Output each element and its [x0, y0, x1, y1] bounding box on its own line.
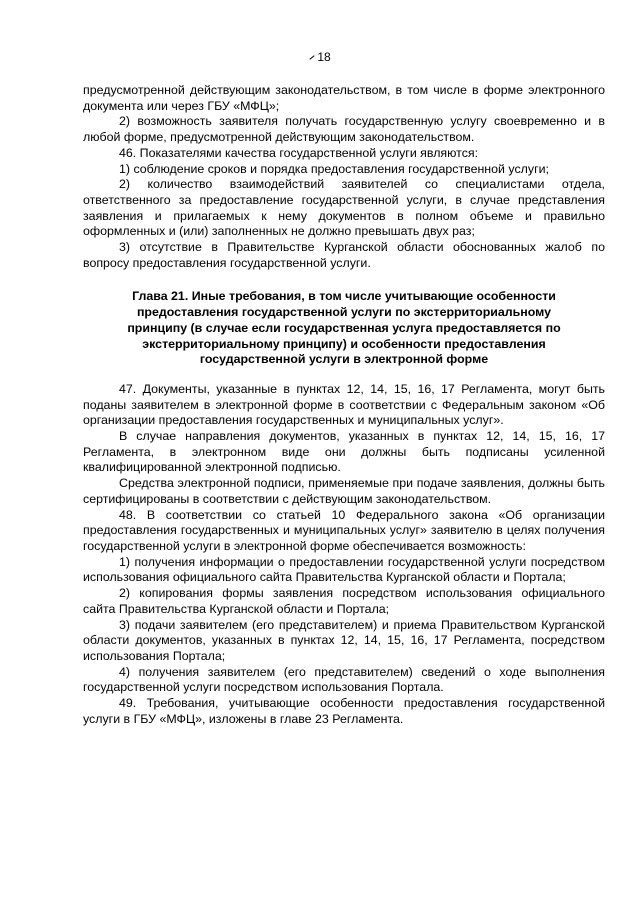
heading-line: экстерриториальному принципу) и особенности предоставления: [142, 336, 546, 351]
paragraph: 4) получения заявителем (его представителем) сведений о ходе выполнения государственной услуги посредством использования Портала.: [83, 664, 605, 695]
page-number: 18: [0, 50, 640, 64]
paragraph: 1) соблюдение сроков и порядка предоставления государственной услуги;: [119, 161, 549, 176]
chapter-heading: [83, 289, 605, 368]
paragraph: В случае направления документов, указанных в пунктах 12, 14, 15, 16, 17 Регламента, в электронном виде они должны быть подписаны усиленной квалифицированной электронной подписью.: [83, 429, 605, 475]
paragraph: 49. Требования, учитывающие особенности предоставления государственной услуги в ГБУ «МФЦ», изложены в главе 23 Регламента.: [83, 696, 605, 726]
paragraph: 46. Показателями качества государственной услуги являются:: [119, 145, 479, 160]
paragraph: 2) возможность заявителя получать государственную услугу своевременно и в любой форме, предусмотренной действующим законодательством.: [83, 114, 605, 145]
paragraph: 48. В соответствии со статьей 10 Федерального закона «Об организации предоставления государственных и муниципальных услуг» заявителю в целях получения государственной услуги в электронной форме обеспечивается возможность:: [83, 507, 605, 553]
paragraph: 1) получения информации о предоставлении государственной услуги посредством использования официального сайта Правительства Курганской области и Портала;: [83, 554, 605, 585]
paragraph: Средства электронной подписи, применяемые при подаче заявления, должны быть сертифицированы в соответствии с действующим законодательством.: [83, 476, 605, 506]
heading-line: государственной услуги в электронной форме: [199, 352, 489, 367]
page-content: [83, 83, 605, 727]
heading-line: предоставления государственной услуги по экстерриториальному: [136, 305, 552, 320]
paragraph: 47. Документы, указанные в пунктах 12, 14, 15, 16, 17 Регламента, могут быть поданы заявителем в электронной форме в соответствии с Федеральным законом «Об организации предоставления государственных и муниципальных услуг».: [83, 381, 605, 428]
paragraph: 2) копирования формы заявления посредством использования официального сайта Правительства Курганской области и Портала;: [83, 586, 605, 616]
paragraph: предусмотренной действующим законодательством, в том числе в форме электронного документа или через ГБУ «МФЦ»;: [83, 83, 605, 113]
paragraph: 2) количество взаимодействий заявителей со специалистами отдела, ответственного за предоставление государственной услуги, в случае представления заявления и прилагаемых к нему документов в полном объеме и правильно оформленных и (или) заполненных не должно превышать двух раз;: [83, 177, 605, 239]
paragraph: 3) подачи заявителем (его представителем) и приема Правительством Курганской области документов, указанных в пунктах 12, 14, 15, 16, 17 Регламента, посредством использования Портала;: [83, 617, 605, 663]
heading-line: Глава 21. Иные требования, в том числе учитывающие особенности: [132, 289, 556, 304]
paragraph: 3) отсутствие в Правительстве Курганской области обоснованных жалоб по вопросу предоставления государственной услуги.: [83, 240, 605, 270]
pen-mark: [310, 56, 315, 61]
heading-line: принципу (в случае если государственная услуга предоставляется по: [127, 320, 561, 335]
